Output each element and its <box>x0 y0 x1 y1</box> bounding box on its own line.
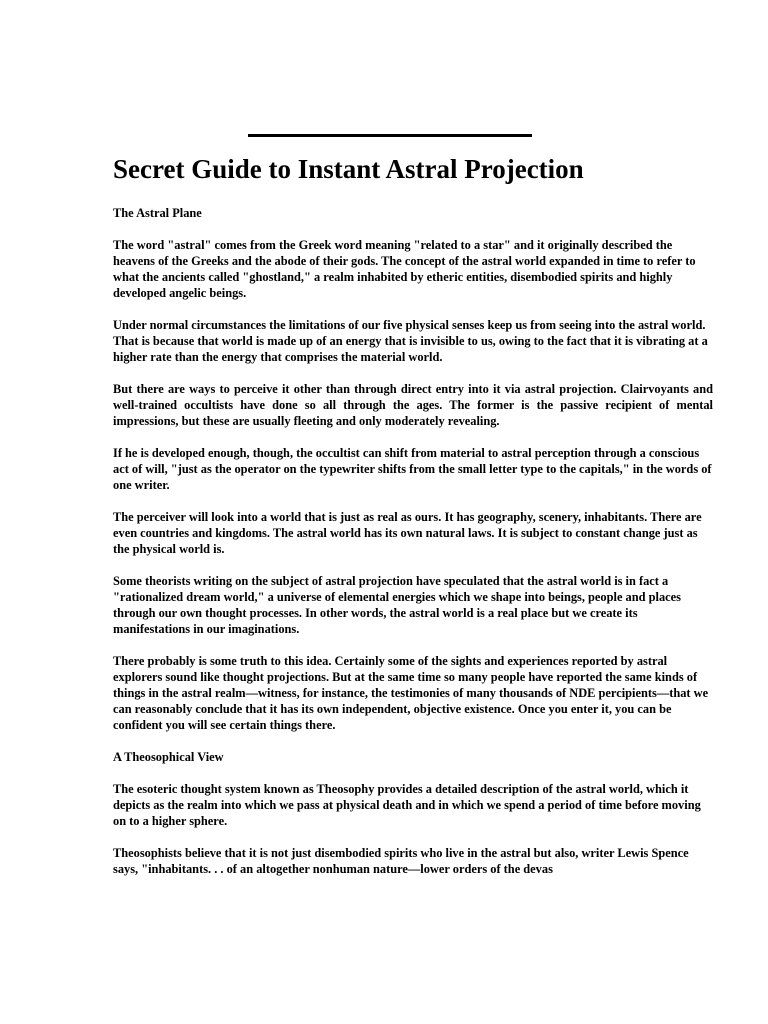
paragraph: The word "astral" comes from the Greek word meaning "related to a star" and it originally described the heavens of the Greeks and the abode of their gods. The concept of the astral world expanded in time to refer to what the ancients called "ghostland," a realm inhabited by etheric entities, disembodied spirits and highly developed angelic beings. <box>113 238 696 300</box>
paragraph: Some theorists writing on the subject of astral projection have speculated that the astral world is in fact a "rationalized dream world," a universe of elemental energies which we shape into beings, people and places through our own thought processes. In other words, the astral world is a real place but we create its manifestations in our imaginations. <box>113 574 681 636</box>
paragraph: There probably is some truth to this idea. Certainly some of the sights and experiences reported by astral explorers sound like thought projections. But at the same time so many people have reported the same kinds of things in the astral realm—witness, for instance, the testimonies of many thousands of NDE percipients—that we can reasonably conclude that it has its own independent, objective existence. Once you enter it, you can be confident you will see certain things there. <box>113 654 709 732</box>
paragraph: The perceiver will look into a world that is just as real as ours. It has geography, scenery, inhabitants. There are even countries and kingdoms. The astral world has its own natural laws. It is subject to constant change just as the physical world is. <box>113 510 702 556</box>
paragraph: But there are ways to perceive it other than through direct entry into it via astral projection. Clairvoyants and well-trained occultists have done so all through the ages. The former is the passive recipient of mental impressions, but these are usually fleeting and only moderately revealing. <box>113 382 713 428</box>
paragraph: Theosophists believe that it is not just disembodied spirits who live in the astral but also, writer Lewis Spence says, "inhabitants. . . of an altogether nonhuman nature—lower orders of the devas <box>113 846 689 876</box>
paragraph: The esoteric thought system known as Theosophy provides a detailed description of the astral world, which it depicts as the realm into which we pass at physical death and in which we spend a period of time before moving on to a higher sphere. <box>113 782 701 828</box>
top-rule <box>248 134 532 137</box>
section-heading-theosophical-view: A Theosophical View <box>113 750 224 764</box>
section-heading-astral-plane: The Astral Plane <box>113 206 202 220</box>
page-title: Secret Guide to Instant Astral Projection <box>113 154 584 184</box>
paragraph: Under normal circumstances the limitations of our five physical senses keep us from seeing into the astral world. That is because that world is made up of an energy that is invisible to us, owing to the fact that it is vibrating at a higher rate than the energy that comprises the material world. <box>113 318 708 364</box>
paragraph: If he is developed enough, though, the occultist can shift from material to astral perception through a conscious act of will, "just as the operator on the typewriter shifts from the small letter type to the capitals," in the words of one writer. <box>113 446 712 492</box>
article-body <box>113 205 713 893</box>
